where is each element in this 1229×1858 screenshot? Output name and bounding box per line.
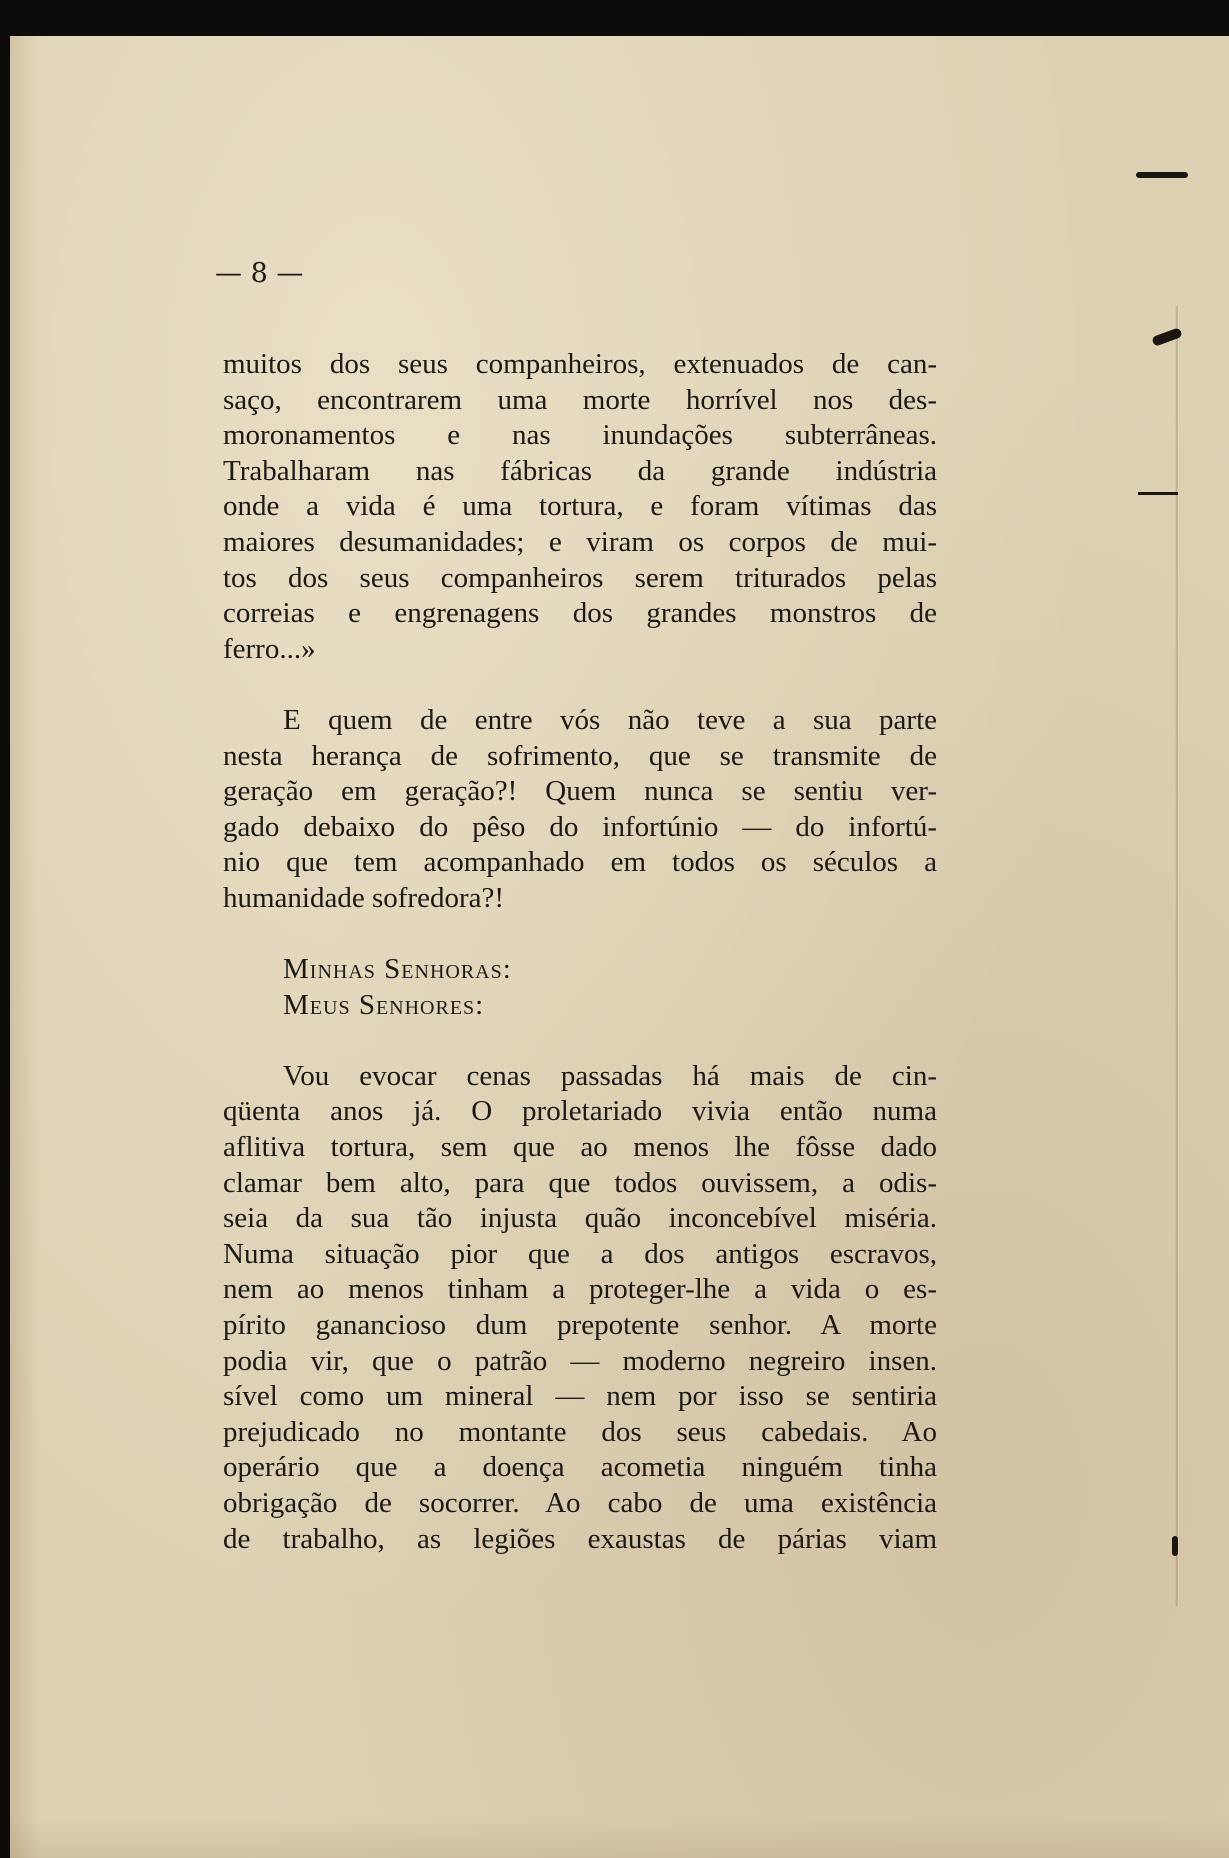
text-line: aflitiva tortura, sem que ao menos lhe fôsse dado xyxy=(223,1131,937,1164)
text-line: muitos dos seus companheiros, extenuados de can- xyxy=(223,348,937,380)
text-line: Vou evocar cenas passadas há mais de cin- xyxy=(283,1059,937,1092)
text-line: maiores desumanidades; e viram os corpos de mui- xyxy=(223,525,937,558)
text-line: Numa situação pior que a dos antigos escravos, xyxy=(223,1237,937,1270)
text-line: podia vir, que o patrão — moderno negreiro insen. xyxy=(223,1344,937,1377)
salutation-line: Minhas Senhoras: xyxy=(283,953,512,986)
text-line: correias e engrenagens dos grandes monstros de xyxy=(223,597,937,630)
text-line: clamar bem alto, para que todos ouvissem, a odis- xyxy=(223,1166,937,1199)
ink-mark xyxy=(1172,1536,1178,1556)
ink-mark xyxy=(1136,172,1188,178)
salutation xyxy=(223,952,937,1023)
text-line: sível como um mineral — nem por isso se sentiria xyxy=(223,1380,937,1413)
page-number: — 8 — xyxy=(215,258,304,289)
paragraph-spacer xyxy=(223,917,937,953)
text-line: saço, encontrarem uma morte horrível nos des- xyxy=(223,383,937,416)
salutation-line: Meus Senhores: xyxy=(283,988,485,1021)
paragraph xyxy=(223,703,937,917)
text-line: tos dos seus companheiros serem triturados pelas xyxy=(223,561,937,594)
text-line: qüenta anos já. O proletariado vivia então numa xyxy=(223,1095,937,1128)
text-line: seia da sua tão injusta quão inconcebível miséria. xyxy=(223,1202,937,1235)
paragraph-spacer xyxy=(223,1023,937,1059)
paragraph-spacer xyxy=(223,667,937,703)
text-line: pírito ganancioso dum prepotente senhor. A morte xyxy=(223,1309,937,1342)
text-line: gado debaixo do pêso do infortúnio — do infortú- xyxy=(223,810,937,843)
paragraph xyxy=(223,347,937,667)
text-line: humanidade sofredora?! xyxy=(223,881,505,914)
page-body-text xyxy=(223,347,937,1557)
text-line: E quem de entre vós não teve a sua parte xyxy=(283,703,937,736)
text-line: Trabalharam nas fábricas da grande indústria xyxy=(223,454,937,487)
page-fold-crease xyxy=(1175,306,1179,1606)
ink-mark xyxy=(1138,492,1178,495)
text-line: nem ao menos tinham a proteger-lhe a vida o es- xyxy=(223,1273,937,1306)
text-line: moronamentos e nas inundações subterrâneas. xyxy=(223,419,937,452)
text-line: geração em geração?! Quem nunca se sentiu ver- xyxy=(223,775,937,808)
text-line: onde a vida é uma tortura, e foram vítimas das xyxy=(223,490,937,523)
text-line: nio que tem acompanhado em todos os séculos a xyxy=(223,846,937,879)
text-line: ferro...» xyxy=(223,632,316,665)
text-line: nesta herança de sofrimento, que se transmite de xyxy=(223,739,937,772)
text-line: obrigação de socorrer. Ao cabo de uma existência xyxy=(223,1487,937,1519)
text-line: de trabalho, as legiões exaustas de párias viam xyxy=(223,1522,937,1555)
book-page xyxy=(10,36,1229,1858)
paragraph xyxy=(223,1059,937,1557)
text-line: prejudicado no montante dos seus cabedais. Ao xyxy=(223,1415,937,1448)
text-line: operário que a doença acometia ninguém tinha xyxy=(223,1451,937,1484)
